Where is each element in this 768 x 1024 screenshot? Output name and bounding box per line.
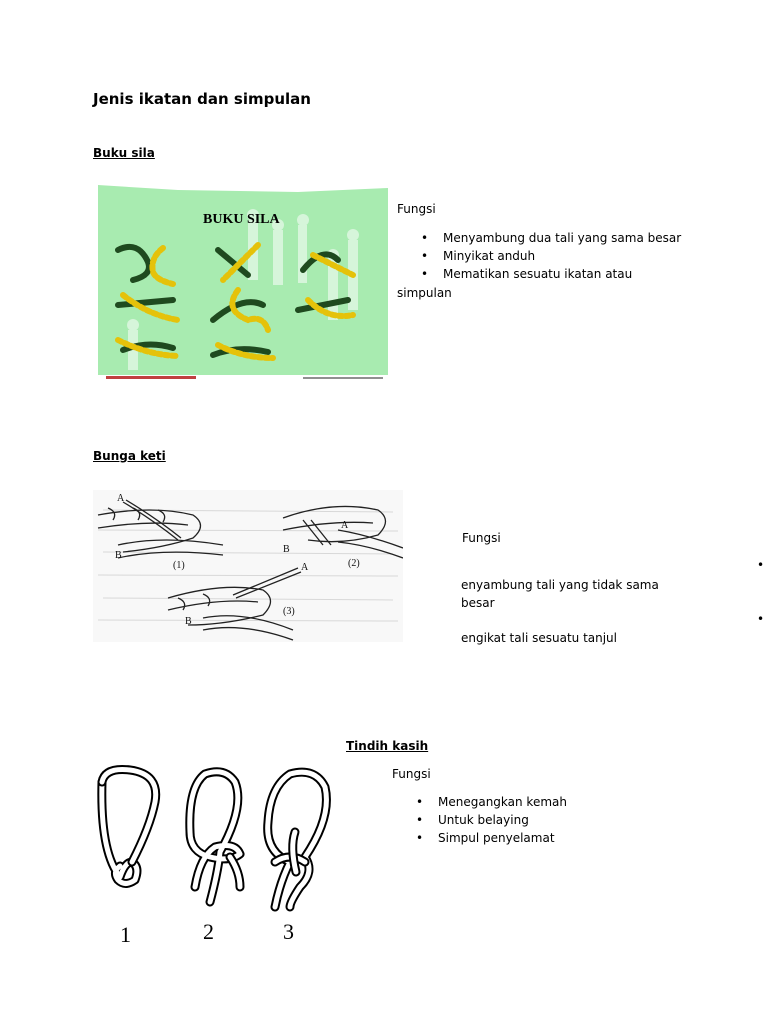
bunga-keti-label: A bbox=[301, 562, 309, 573]
list-item: • Mematikan sesuatu ikatan atau bbox=[417, 265, 681, 283]
list-item: • Simpul penyelamat bbox=[412, 829, 567, 847]
buku-sila-image bbox=[98, 180, 388, 393]
buku-sila-fungsi-label: Fungsi bbox=[397, 202, 436, 216]
tindih-kasih-fungsi-list bbox=[412, 793, 567, 847]
bunga-keti-label: B bbox=[185, 616, 192, 627]
figure-number: 3 bbox=[283, 919, 294, 944]
list-item: • Untuk belaying bbox=[412, 811, 567, 829]
bunga-keti-label: (3) bbox=[283, 606, 295, 617]
page-title: Jenis ikatan dan simpulan bbox=[93, 90, 311, 108]
figure-number: 2 bbox=[203, 919, 214, 944]
bullet-glyph: • bbox=[757, 558, 765, 572]
buku-sila-continuation: simpulan bbox=[397, 286, 452, 300]
buku-sila-image-title: BUKU SILA bbox=[203, 212, 280, 227]
tindih-kasih-fungsi-label: Fungsi bbox=[392, 767, 431, 781]
bunga-keti-label: A bbox=[117, 493, 125, 504]
bunga-keti-label: A bbox=[341, 520, 349, 531]
bunga-keti-label: (1) bbox=[173, 560, 185, 571]
tindih-kasih-image bbox=[90, 762, 340, 947]
buku-sila-fungsi-list bbox=[417, 229, 681, 283]
bunga-keti-fungsi-label: Fungsi bbox=[462, 531, 501, 545]
list-item: • Menyambung dua tali yang sama besar bbox=[417, 229, 681, 247]
bunga-keti-line: enyambung tali yang tidak sama bbox=[461, 578, 659, 592]
bunga-keti-label: (2) bbox=[348, 558, 360, 569]
section-heading-buku-sila: Buku sila bbox=[93, 146, 155, 160]
bunga-keti-label: B bbox=[283, 544, 290, 555]
bunga-keti-image bbox=[93, 490, 403, 642]
bunga-keti-line: besar bbox=[461, 596, 495, 610]
list-item: • Minyikat anduh bbox=[417, 247, 681, 265]
section-heading-tindih-kasih: Tindih kasih bbox=[346, 739, 429, 753]
figure-number: 1 bbox=[120, 922, 131, 947]
list-item: • Menegangkan kemah bbox=[412, 793, 567, 811]
bunga-keti-label: B bbox=[115, 550, 122, 561]
bullet-glyph: • bbox=[757, 612, 765, 626]
bunga-keti-line: engikat tali sesuatu tanjul bbox=[461, 631, 617, 645]
section-heading-bunga-keti: Bunga keti bbox=[93, 449, 166, 463]
